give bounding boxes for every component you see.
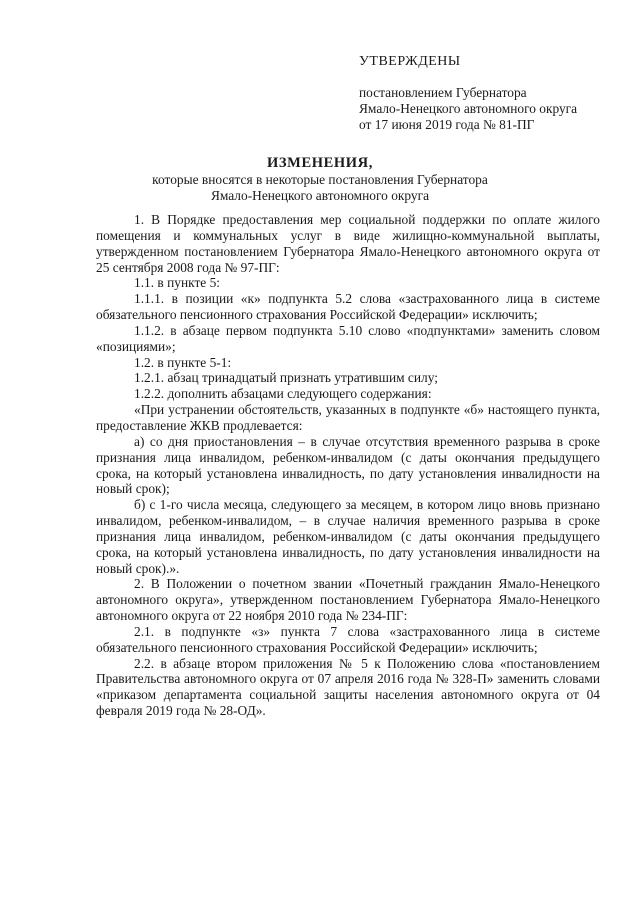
paragraph-1-1-2: 1.1.2. в абзаце первом подпункта 5.10 слово «подпунктами» заменить словом «позициями»; (96, 322, 600, 354)
paragraph-2: 2. В Положении о почетном звании «Почетный гражданин Ямало-Ненецкого автономного округа», утвержденном постановлением Губернатора Ямало-Ненецкого автономного округа от 22 ноября 2010 года № 234-ПГ: (96, 576, 600, 624)
document-title-block (100, 155, 540, 204)
paragraph-1-2: 1.2. в пункте 5-1: (134, 354, 232, 370)
approval-stamp (359, 54, 619, 133)
document-subtitle-line: Ямало-Ненецкого автономного округа (210, 188, 430, 203)
paragraph-2-1: 2.1. в подпункте «з» пункта 7 слова «застрахованного лица в системе обязательного пенсионного страхования Российской Федерации» исключить; (96, 623, 600, 655)
paragraph-1-1: 1.1. в пункте 5: (134, 275, 221, 291)
paragraph-1: 1. В Порядке предоставления мер социальной поддержки по оплате жилого помещения и коммунальных услуг в виде жилищно-коммунальной выплаты, утвержденном постановлением Губернатора Ямало-Ненецкого автономного округа от 25 сентября 2008 года № 97-ПГ: (96, 212, 600, 275)
paragraph-1-2-2: 1.2.2. дополнить абзацами следующего содержания: (134, 386, 432, 402)
paragraph-item-b: б) с 1-го числа месяца, следующего за месяцем, в котором лицо вновь признано инвалидом, ребенком-инвалидом, – в случае наличия временного разрыва в сроке признания лица инвалидом, ребенком-инвалидом (с даты окончания предыдущего срока, на который установлена инвалидность, по дату установления инвалидности на новый срок).». (96, 497, 600, 576)
approval-line: постановлением Губернатора (359, 85, 527, 100)
approval-line: Ямало-Ненецкого автономного округа (359, 101, 578, 116)
document-body (96, 212, 600, 719)
paragraph-item-a: а) со дня приостановления – в случае отсутствия временного разрыва в сроке признания лица инвалидом, ребенком-инвалидом (с даты окончания предыдущего срока, на который установлена инвалидность, по дату установления инвалидности на новый срок); (96, 433, 600, 497)
approval-heading: УТВЕРЖДЕНЫ (359, 54, 461, 69)
paragraph-quote-intro: «При устранении обстоятельств, указанных в подпункте «б» настоящего пункта, предоставление ЖКВ продлевается: (96, 402, 600, 433)
paragraph-1-1-1: 1.1.1. в позиции «к» подпункта 5.2 слова «застрахованного лица в системе обязательного пенсионного страхования Российской Федерации» исключить; (96, 291, 600, 323)
document-title: ИЗМЕНЕНИЯ, (267, 155, 373, 171)
approval-line: от 17 июня 2019 года № 81-ПГ (359, 117, 535, 132)
paragraph-1-2-1: 1.2.1. абзац тринадцатый признать утратившим силу; (134, 370, 438, 386)
paragraph-2-2: 2.2. в абзаце втором приложения № 5 к Положению слова «постановлением Правительства автономного округа от 07 апреля 2016 года № 328-П» заменить словами «приказом департамента социальной защиты населения автономного округа от 04 февраля 2019 года № 28-ОД». (96, 655, 600, 719)
document-subtitle-line: которые вносятся в некоторые постановления Губернатора (152, 172, 488, 187)
